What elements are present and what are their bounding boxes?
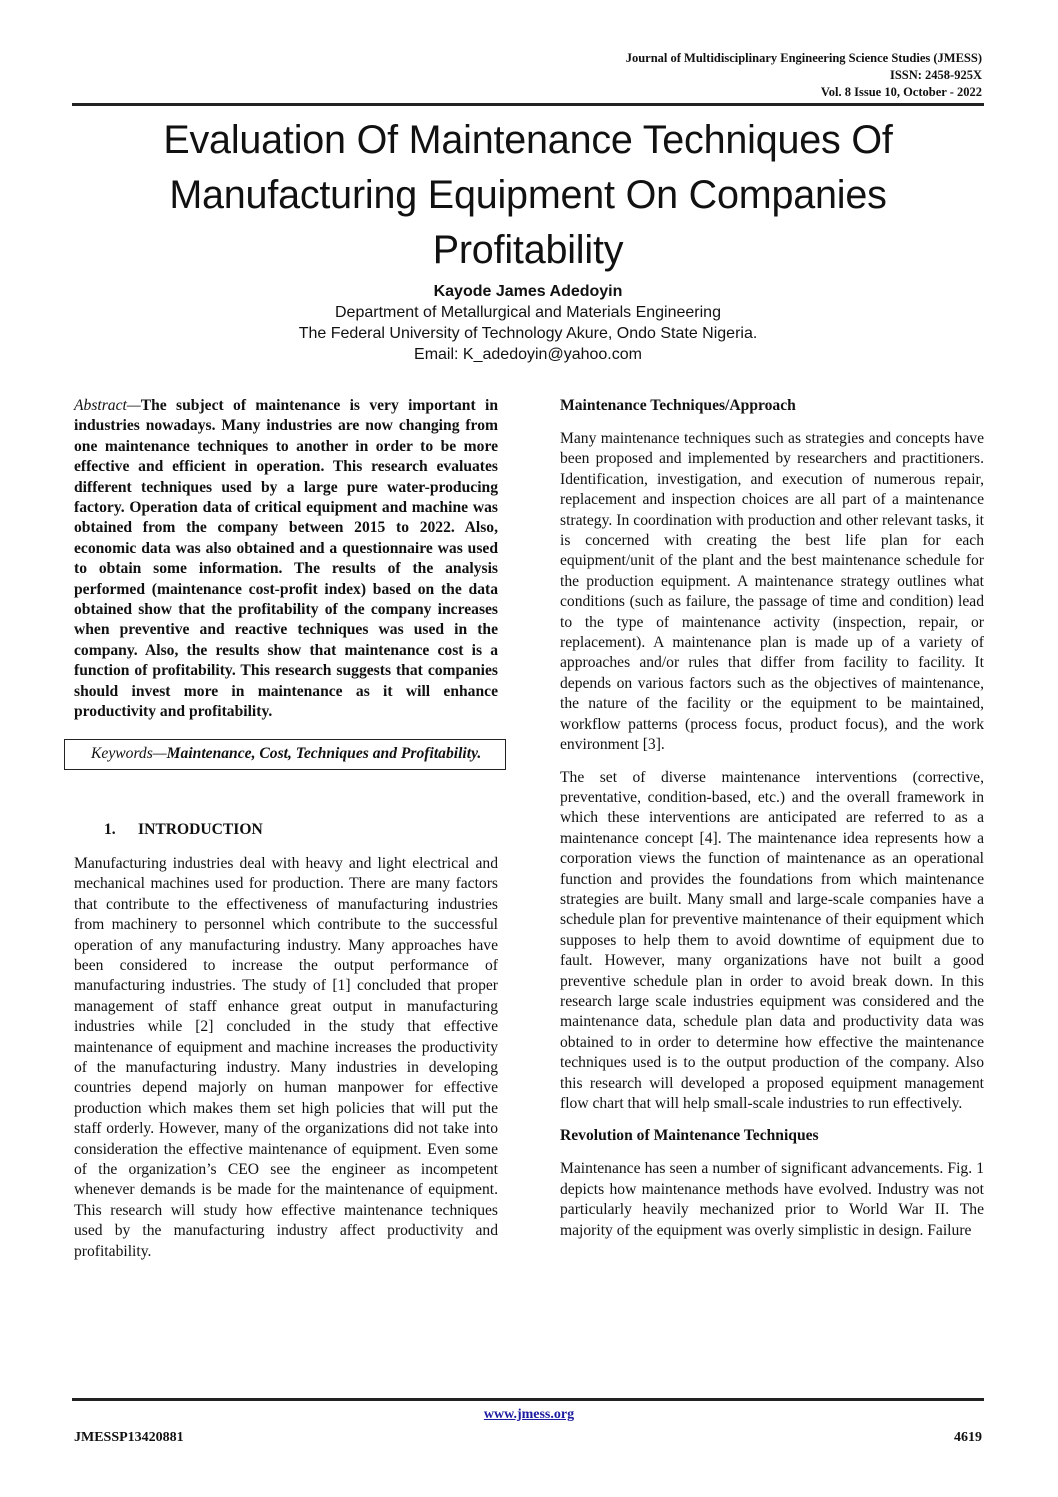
abstract-lead: Abstract— xyxy=(74,397,141,414)
author-block xyxy=(72,281,984,365)
title-line-2: Manufacturing Equipment On Companies xyxy=(169,173,887,217)
title-line-3: Profitability xyxy=(432,228,624,272)
techniques-heading: Maintenance Techniques/Approach xyxy=(560,397,796,414)
revolution-text: Maintenance has seen a number of significant advancements. Fig. 1 depicts how maintenance methods have evolved. Industry was not particularly heavily mechanized prior to World War II. The majority of the equipment was overly simplistic in design. Failure xyxy=(560,1160,984,1239)
revolution-heading: Revolution of Maintenance Techniques xyxy=(560,1127,819,1145)
journal-website-link[interactable]: www.jmess.org xyxy=(483,1407,575,1422)
journal-issn: ISSN: 2458-925X xyxy=(889,68,982,82)
introduction-heading xyxy=(74,820,498,840)
introduction-text: Manufacturing industries deal with heavy and light electrical and mechanical machines used for production. There are many factors that contribute to the effectiveness of manufacturing industries from machinery to personnel which contribute to the successful operation of any manufacturing industry. Many approaches have been considered to increase the output performance of manufacturing industries. The study of [1] concluded that proper management of staff enhance great output in manufacturing industries while [2] concluded in the study that effective maintenance of equipment and machine increases the productivity of the manufacturing industry. Many industries in developing countries depend majorly on human manpower for effective production which makes them set high policies that will put the staff orderly. However, many of the organizations did not take into consideration the effective maintenance of equipment. Even some of the organization’s CEO see the engineer as incompetent whenever demands is be made for the maintenance of equipment. This research will study how effective maintenance techniques used by the manufacturing industry affect productivity and profitability. xyxy=(74,854,498,1260)
abstract-text: The subject of maintenance is very important in industries nowadays. Many industries are now changing from one maintenance techniques to another in order to be more effective and efficient in operation. This research evaluates different techniques used by a large pure water-producing factory. Operation data of critical equipment and machine was obtained from the company between 2015 to 2022. Also, economic data was also obtained and a questionnaire was used to obtain some information. The results of the analysis performed (maintenance cost-profit index) based on the data obtained show that the profitability of the company increases when preventive and reactive techniques was used in the company. Also, the results show that maintenance cost is a function of profitability. This research suggests that companies should invest more in maintenance as it will enhance productivity and profitability. xyxy=(74,397,498,721)
keywords-text: Maintenance, Cost, Techniques and Profitability. xyxy=(166,744,482,762)
title-line-1: Evaluation Of Maintenance Techniques Of xyxy=(163,118,893,162)
journal-volume: Vol. 8 Issue 10, October - 2022 xyxy=(820,85,982,99)
footer-rule xyxy=(72,1398,984,1401)
section-number: 1. xyxy=(104,820,116,838)
paper-title xyxy=(72,113,984,278)
author-email: Email: K_adedoyin@yahoo.com xyxy=(414,346,642,363)
keywords-box xyxy=(64,739,506,770)
section-title: INTRODUCTION xyxy=(138,820,263,838)
journal-name: Journal of Multidisciplinary Engineering Science Studies (JMESS) xyxy=(625,51,982,65)
paper-id: JMESSP13420881 xyxy=(74,1430,184,1445)
page-number: 4619 xyxy=(954,1430,982,1445)
right-column xyxy=(560,396,984,1241)
left-column xyxy=(74,396,498,1262)
author-institution: The Federal University of Technology Akure, Ondo State Nigeria. xyxy=(298,325,758,342)
techniques-paragraph-1: Many maintenance techniques such as strategies and concepts have been proposed and implemented by researchers and practitioners. Identification, investigation, and execution of numerous repair, replacement and inspection choices are all part of a maintenance strategy. In coordination with production and other relevant tasks, it is concerned with creating the best life plan for each equipment/unit of the plant and the best maintenance schedule for the production equipment. A maintenance strategy outlines what conditions (such as failure, the passage of time and condition) lead to the type of maintenance activity (inspection, repair, or replacement). A maintenance plan is made up of a variety of approaches and/or rules that differ from facility to facility. It depends on various factors such as the objectives of maintenance, the nature of the facility or the equipment to be maintained, workflow patterns (process focus, product focus), and the work environment [3]. xyxy=(560,430,984,754)
author-department: Department of Metallurgical and Materials Engineering xyxy=(335,304,721,321)
header-rule xyxy=(72,103,984,106)
techniques-paragraph-2: The set of diverse maintenance interventions (corrective, preventative, condition-based, etc.) and the overall framework in which these interventions are anticipated are referred to as a maintenance concept [4]. The maintenance idea represents how a corporation views the function of maintenance as an operational function and provides the foundations from which maintenance strategies are built. Many small and large-scale companies have a schedule plan for preventive maintenance of their equipment which supposes to help them to avoid downtime of equipment due to fault. However, many organizations have not built a good preventive schedule plan in order to avoid break down. In this research large scale industries equipment was considered and the maintenance data, schedule plan data and productivity data was obtained to in order to determine how effective the maintenance techniques used is to the output production of the company. Also this research will developed a proposed equipment management flow chart that will help small-scale industries to run effectively. xyxy=(560,768,984,1112)
author-name: Kayode James Adedoyin xyxy=(433,283,623,300)
abstract xyxy=(74,396,498,723)
keywords-lead: Keywords— xyxy=(91,744,167,762)
journal-header xyxy=(422,50,982,101)
